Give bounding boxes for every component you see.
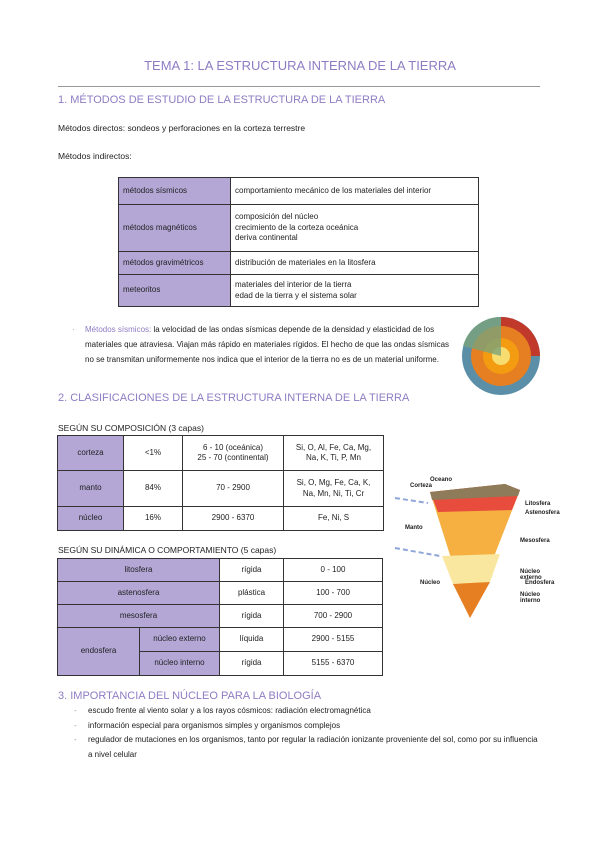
diagram-label: Astenosfera: [525, 510, 560, 516]
table-row: [119, 205, 479, 252]
dynamic-label: SEGÚN SU DINÁMICA O COMPORTAMIENTO (5 capas): [58, 545, 277, 555]
table-row: [58, 605, 383, 628]
depth-line: 25 - 70 (continental): [197, 453, 269, 462]
percent-cell: <1%: [124, 436, 183, 471]
description-line: edad de la tierra y el sistema solar: [235, 290, 357, 300]
state-cell: plástica: [220, 582, 284, 605]
table-row: [58, 471, 384, 507]
diagram-label: Núcleo interno: [520, 592, 541, 604]
elements-line: Si, O, Mg, Fe, Ca, K,: [296, 478, 371, 488]
table-row: [119, 275, 479, 307]
page-title: TEMA 1: LA ESTRUCTURA INTERNA DE LA TIERRA: [144, 58, 456, 73]
diagram-label: Núcleo: [420, 580, 441, 586]
elements-line: Na, K, Ti, P, Mn: [306, 453, 361, 462]
depth-cell: 5155 - 6370: [284, 652, 383, 676]
table-row: [58, 582, 383, 605]
note-label: Métodos sísmicos:: [85, 325, 152, 334]
earth-globe-image: [455, 316, 547, 396]
description-line: composición del núcleo: [235, 212, 319, 222]
list-item: - información especial para organismos simples y organismos complejos: [72, 719, 542, 734]
section-2-heading: 2. CLASIFICACIONES DE LA ESTRUCTURA INTERNA DE LA TIERRA: [58, 392, 410, 404]
indirect-methods-label: Métodos indirectos:: [58, 151, 132, 161]
layer-cell: astenosfera: [58, 582, 220, 605]
layer-cell: mesosfera: [58, 605, 220, 628]
list-item: - regulador de mutaciones en los organismos, tanto por regular la radiación ionizante proveniente del sol, como por su influencia a nivel celular: [72, 733, 542, 762]
section-3-heading: 3. IMPORTANCIA DEL NÚCLEO PARA LA BIOLOGÍA: [58, 690, 322, 702]
description-line: deriva continental: [235, 233, 298, 243]
table-row: [119, 178, 479, 205]
earth-layers-diagram: [390, 470, 560, 625]
methods-table: [118, 177, 479, 307]
importance-list: [72, 704, 542, 762]
layer-cell: endosfera: [58, 628, 140, 676]
elements-line: Si, O, Al, Fe, Ca, Mg,: [295, 442, 372, 452]
description-cell: distribución de materiales en la litosfera: [231, 252, 479, 275]
table-row: [58, 559, 383, 582]
diagram-label: Litosfera: [525, 501, 551, 507]
direct-methods-text: Métodos directos: sondeos y perforaciones en la corteza terrestre: [58, 123, 306, 133]
diagram-label: Corteza: [410, 483, 433, 489]
dynamics-table: [57, 558, 383, 676]
diagram-label: Manto: [405, 525, 423, 531]
elements-line: Na, Mn, Ni, Ti, Cr: [302, 488, 365, 498]
diagram-label: Endosfera: [525, 580, 555, 586]
elements-cell: [284, 471, 384, 507]
depth-cell: 2900 - 5155: [284, 628, 383, 652]
depth-cell: [183, 436, 284, 471]
layer-cell: núcleo: [58, 507, 124, 531]
section-1-heading: 1. MÉTODOS DE ESTUDIO DE LA ESTRUCTURA DE LA TIERRA: [58, 94, 386, 106]
method-cell: meteoritos: [119, 275, 231, 307]
state-cell: líquida: [220, 628, 284, 652]
state-cell: rígida: [220, 605, 284, 628]
description-line: materiales del interior de la tierra: [235, 280, 352, 290]
depth-cell: 700 - 2900: [284, 605, 383, 628]
composition-table: [57, 435, 384, 531]
method-cell: métodos magnéticos: [119, 205, 231, 252]
depth-cell: 2900 - 6370: [183, 507, 284, 531]
composition-label: SEGÚN SU COMPOSICIÓN (3 capas): [58, 423, 204, 433]
title-divider: [58, 86, 540, 87]
diagram-label: Mesosfera: [520, 538, 550, 544]
table-row: [58, 507, 384, 531]
elements-cell: [284, 436, 384, 471]
sublayer-cell: núcleo externo: [140, 628, 220, 652]
method-cell: métodos gravimétricos: [119, 252, 231, 275]
depth-cell: 70 - 2900: [183, 471, 284, 507]
description-cell: comportamiento mecánico de los materiales del interior: [231, 178, 479, 205]
diagram-label: Oceano: [430, 477, 453, 483]
depth-line: 6 - 10 (oceánica): [202, 442, 264, 452]
note-text: la velocidad de las ondas sísmicas depende de la densidad y elasticidad de los materiales que atraviesa. Viajan más rápido en materiales rígidos. El hecho de que las ondas sísmicas no se transmitan uniformemente nos indica que el interior de la tierra no es de un material uniforme.: [85, 325, 450, 364]
layer-cell: litosfera: [58, 559, 220, 582]
layer-cell: corteza: [58, 436, 124, 471]
diagram-label: Núcleo externo: [520, 569, 542, 581]
depth-cell: 100 - 700: [284, 582, 383, 605]
table-row: [58, 436, 384, 471]
table-row: [119, 252, 479, 275]
method-cell: métodos sísmicos: [119, 178, 231, 205]
bullet: ·: [72, 325, 75, 334]
sublayer-cell: núcleo interno: [140, 652, 220, 676]
description-cell: [231, 205, 479, 252]
seismic-note: [72, 322, 452, 367]
depth-cell: 0 - 100: [284, 559, 383, 582]
description-line: crecimiento de la corteza oceánica: [235, 222, 359, 232]
percent-cell: 16%: [124, 507, 183, 531]
layer-cell: manto: [58, 471, 124, 507]
table-row: [58, 628, 383, 652]
description-cell: [231, 275, 479, 307]
list-item: - escudo frente al viento solar y a los rayos cósmicos: radiación electromagnética: [72, 704, 542, 719]
state-cell: rígida: [220, 652, 284, 676]
state-cell: rígida: [220, 559, 284, 582]
elements-cell: Fe, Ni, S: [284, 507, 384, 531]
percent-cell: 84%: [124, 471, 183, 507]
